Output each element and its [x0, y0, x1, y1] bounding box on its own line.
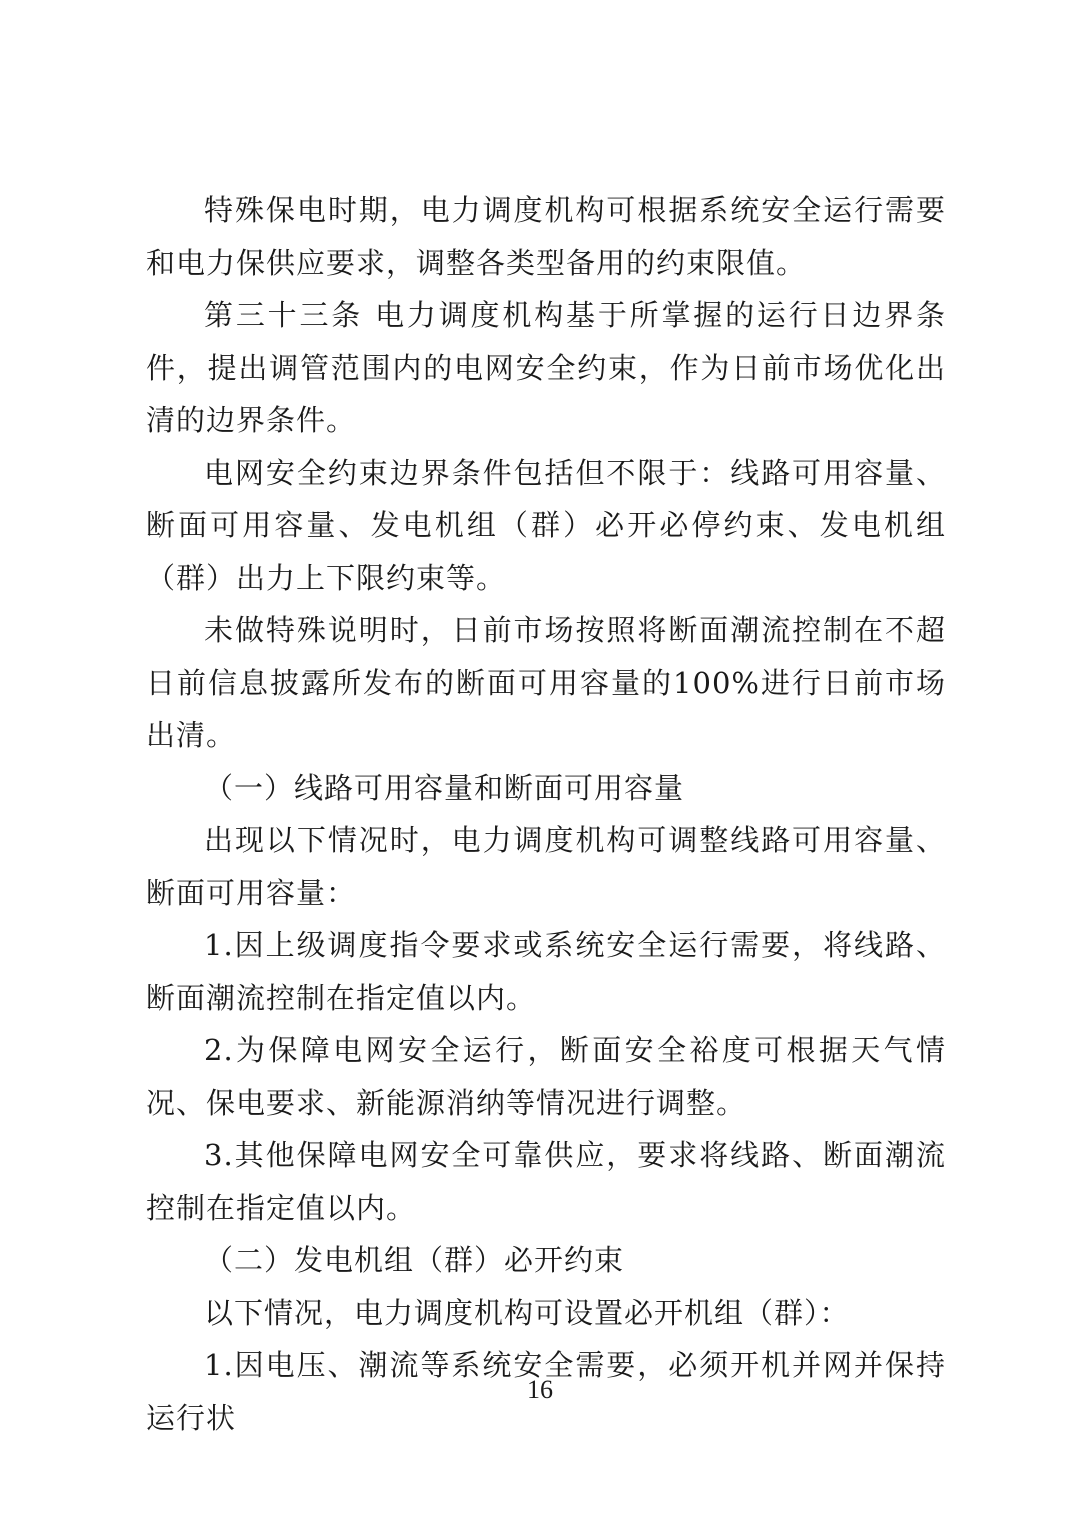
- section-heading-1: （一）线路可用容量和断面可用容量: [204, 770, 685, 805]
- paragraph: 未做特殊说明时，日前市场按照将断面潮流控制在不超日前信息披露所发布的断面可用容量的100%进行日前市场出清。: [146, 613, 946, 752]
- list-item: 1.因上级调度指令要求或系统安全运行需要，将线路、断面潮流控制在指定值以内。: [146, 928, 946, 1015]
- page-number: 16: [527, 1375, 553, 1404]
- paragraph: 出现以下情况时，电力调度机构可调整线路可用容量、断面可用容量：: [146, 823, 946, 910]
- list-item: 3.其他保障电网安全可靠供应，要求将线路、断面潮流控制在指定值以内。: [146, 1138, 946, 1225]
- paragraph: 电网安全约束边界条件包括但不限于：线路可用容量、断面可用容量、发电机组（群）必开必停约束、发电机组（群）出力上下限约束等。: [146, 455, 946, 595]
- article-33-paragraph: 第三十三条 电力调度机构基于所掌握的运行日边界条件，提出调管范围内的电网安全约束，作为日前市场优化出清的边界条件。: [146, 298, 946, 437]
- paragraph: 以下情况，电力调度机构可设置必开机组（群）：: [204, 1295, 850, 1330]
- section-heading-2: （二）发电机组（群）必开约束: [204, 1243, 625, 1277]
- list-item: 2.为保障电网安全运行，断面安全裕度可根据天气情况、保电要求、新能源消纳等情况进行调整。: [146, 1033, 946, 1120]
- paragraph: 特殊保电时期，电力调度机构可根据系统安全运行需要和电力保供应要求，调整各类型备用的约束限值。: [146, 193, 946, 280]
- list-item: 1.因电压、潮流等系统安全需要，必须开机并网并保持运行状: [146, 1348, 946, 1435]
- document-body: [146, 184, 946, 1444]
